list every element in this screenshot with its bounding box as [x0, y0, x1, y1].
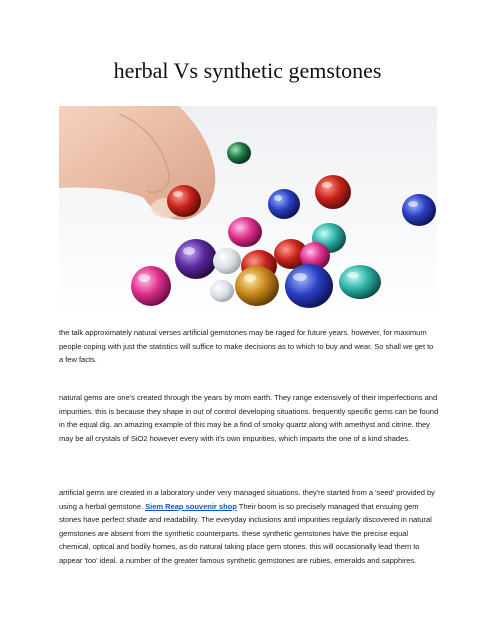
paragraph-2: natural gems are one's created through the years by mom earth. They range extensively of their imperfections and impurities. this is because they shape in out of control developing situations. frequently specific gems can be found in the equal dig. an amazing example of this may be a find of smoky quartz along with amethyst and citrine. they may be all crystals of SiO2 however every with it's own impurities, which imparts the one of a kind shades.	[59, 393, 439, 443]
souvenir-shop-link[interactable]: Siem Reap souvenir shop	[145, 501, 237, 511]
paragraph-1: the talk approximately natural verses artificial gemstones may be raged for future years. however, for maximum people coping with just the statistics will suffice to make decisions as to which to buy and wear. So shall we get to a few facts.	[59, 328, 434, 365]
gemstones-photo	[59, 106, 437, 318]
paragraph-3	[59, 486, 439, 568]
gemstones-illustration	[59, 106, 437, 318]
paragraph-3-text-before: artificial gems are created in a laboratory under very managed situations. they're started from a 'seed' provided by using a herbal gemstone.	[59, 488, 435, 511]
paragraph-3-text-after: Their boom is so precisely managed that ensuing gem stones have perfect shade and readability. The everyday inclusions and impurities regularly discovered in natural gemstones are absent from the synthetic counterparts. these synthetic gemstones have the precise equal chemical, optical and bodily homes, as do natural taking place gem stones. this will occasionally lead them to appear 'too' ideal. a number of the greater famous synthetic gemstones are rubies, emeralds and sapphires.	[59, 501, 432, 565]
page-title: herbal Vs synthetic gemstones	[113, 58, 382, 83]
